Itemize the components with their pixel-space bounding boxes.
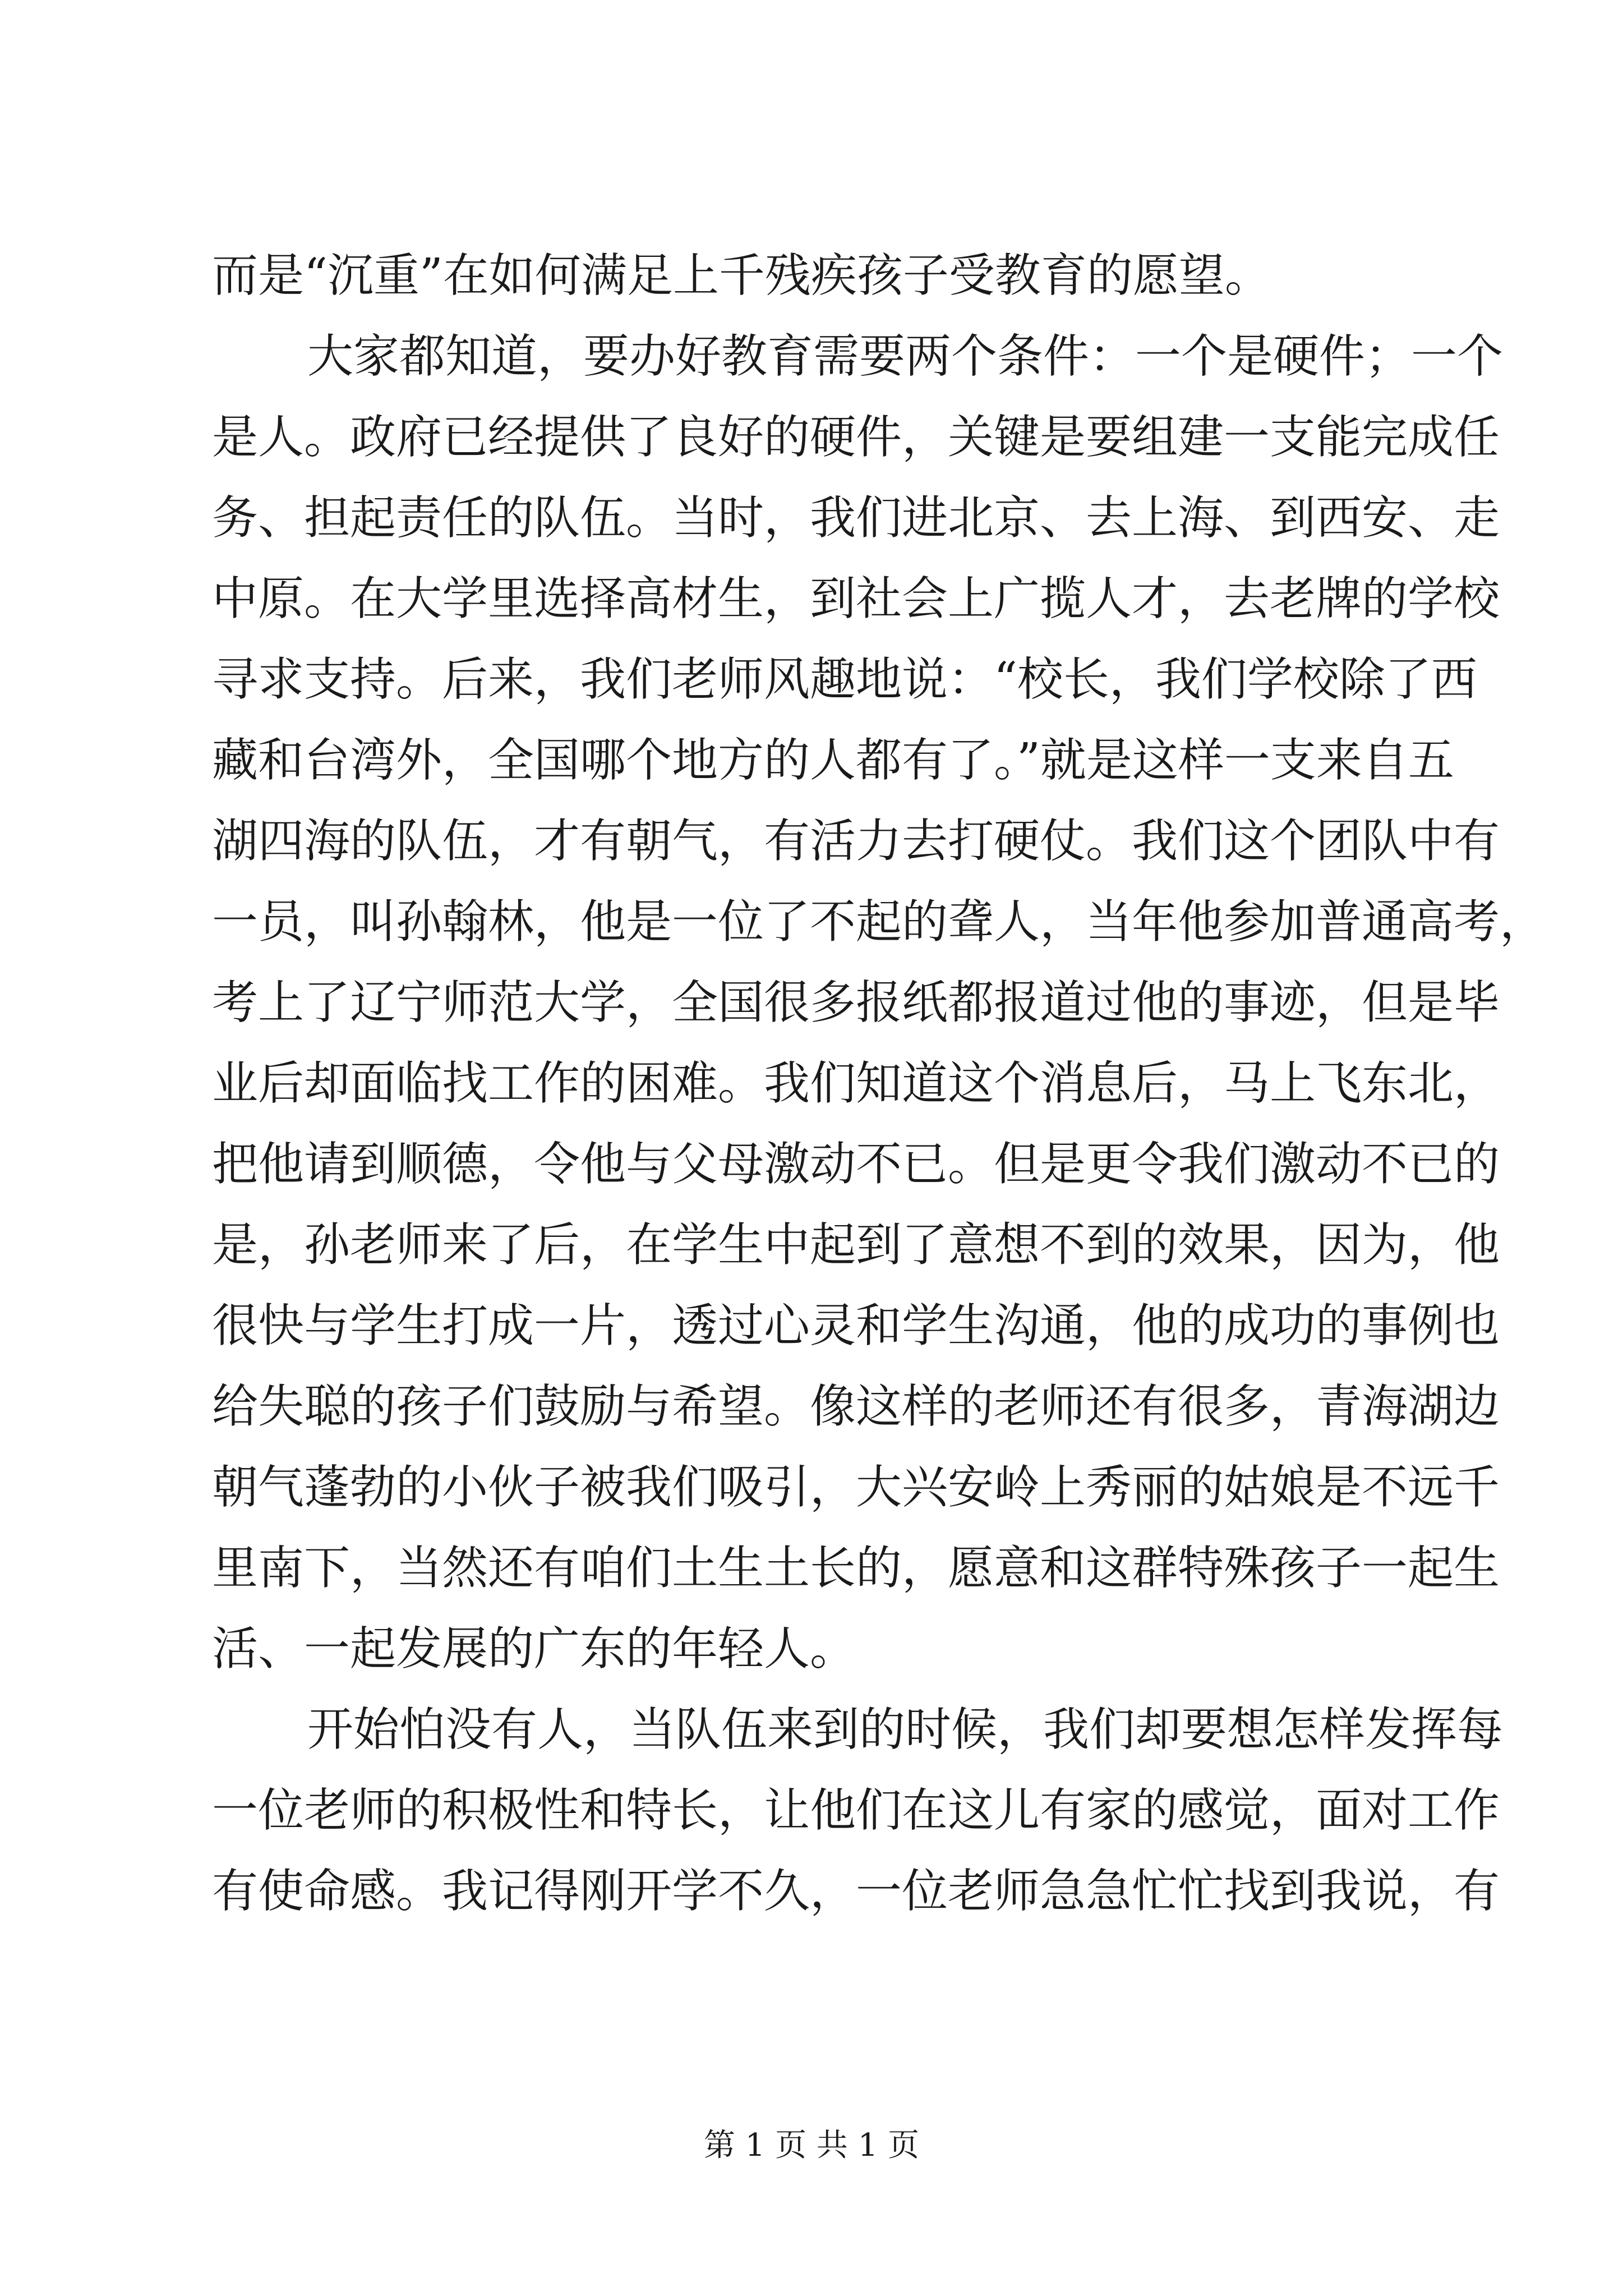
text-line: 大家都知道，要办好教育需要两个条件：一个是硬件；一个 [307,330,1504,383]
text-line: 是，孙老师来了后，在学生中起到了意想不到的效果，因为，他 [212,1218,1500,1272]
text-line: 把他请到顺德，令他与父母激动不已。但是更令我们激动不已的 [212,1138,1500,1191]
text-line: 一位老师的积极性和特长，让他们在这儿有家的感觉，面对工作 [212,1784,1500,1837]
text-line: 务、担起责任的队伍。当时，我们进北京、去上海、到西安、走 [212,491,1500,545]
text-line: 里南下，当然还有咱们土生土长的，愿意和这群特殊孩子一起生 [212,1542,1500,1595]
text-line: 开始怕没有人，当队伍来到的时候，我们却要想怎样发挥每 [307,1703,1504,1756]
text-line: 一员，叫孙翰林，他是一位了不起的聋人，当年他参加普通高考， [212,895,1546,949]
text-line: 很快与学生打成一片，透过心灵和学生沟通，他的成功的事例也 [212,1299,1500,1352]
text-line: 是人。政府已经提供了良好的硬件，关键是要组建一支能完成任 [212,411,1500,464]
paragraph [212,236,1423,316]
text-line: 考上了辽宁师范大学，全国很多报纸都报道过他的事迹，但是毕 [212,976,1500,1029]
text-line: 朝气蓬勃的小伙子被我们吸引，大兴安岭上秀丽的姑娘是不远千 [212,1461,1500,1514]
text-line: 而是“沉重”在如何满足上千残疾孩子受教育的愿望。 [212,249,1271,302]
text-line: 中原。在大学里选择高材生，到社会上广揽人才，去老牌的学校 [212,572,1500,625]
text-line: 业后却面临找工作的困难。我们知道这个消息后，马上飞东北， [212,1057,1500,1110]
page-footer: 第 1 页 共 1 页 [703,2127,920,2164]
text-line: 有使命感。我记得刚开学不久，一位老师急急忙忙找到我说，有 [212,1865,1500,1918]
paragraph [212,316,1546,1690]
text-line: 给失聪的孩子们鼓励与希望。像这样的老师还有很多，青海湖边 [212,1380,1500,1433]
document-body [212,236,1546,1932]
text-line: 寻求支持。后来，我们老师风趣地说：“校长，我们学校除了西 [212,653,1477,706]
text-line: 活、一起发展的广东的年轻人。 [212,1622,856,1676]
paragraph [212,1690,1504,1932]
text-line: 湖四海的队伍，才有朝气，有活力去打硬仗。我们这个团队中有 [212,815,1500,868]
text-line: 藏和台湾外，全国哪个地方的人都有了。”就是这样一支来自五 [212,734,1454,787]
